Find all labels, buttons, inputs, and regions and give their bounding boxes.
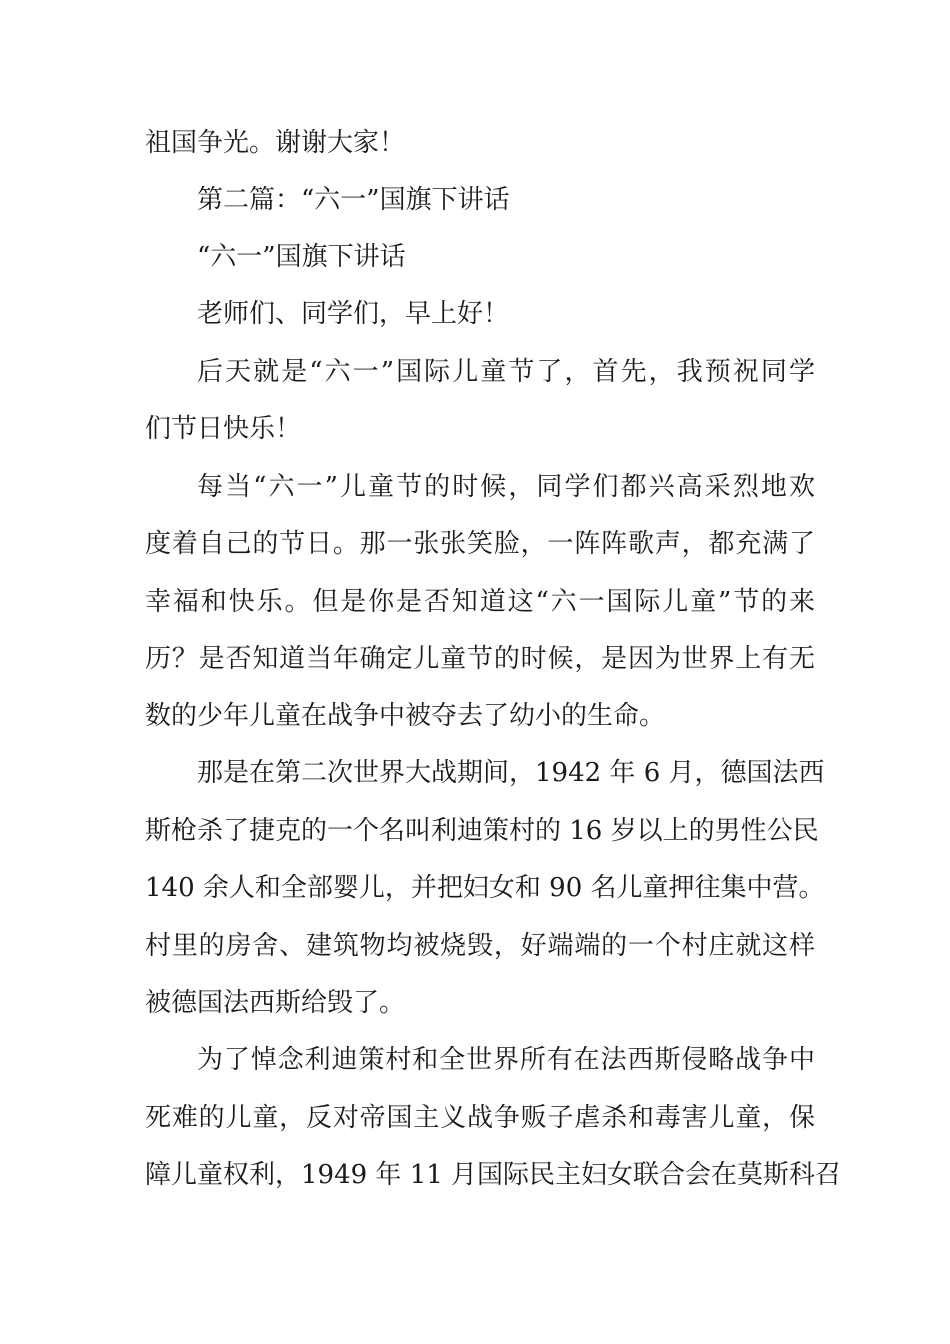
text-line: 障儿童权利，1949 年 11 月国际民主妇女联合会在莫斯科召 xyxy=(145,1160,842,1190)
text-line: 那是在第二次世界大战期间，1942 年 6 月，德国法西 xyxy=(197,758,825,788)
text-line: 村里的房舍、建筑物均被烧毁，好端端的一个村庄就这样 xyxy=(145,931,815,961)
text-line: 为了悼念利迪策村和全世界所有在法西斯侵略战争中 xyxy=(197,1045,815,1075)
text-line: 每当“六一”儿童节的时候，同学们都兴高采烈地欢 xyxy=(197,472,815,502)
text-line: 140 余人和全部婴儿，并把妇女和 90 名儿童押往集中营。 xyxy=(145,873,825,903)
text-line: 后天就是“六一”国际儿童节了，首先，我预祝同学 xyxy=(197,357,815,387)
speech-title: “六一”国旗下讲话 xyxy=(197,242,406,272)
text-line: 们节日快乐！ xyxy=(145,414,302,444)
text-line: 度着自己的节日。那一张张笑脸，一阵阵歌声，都充满了 xyxy=(145,529,815,559)
text-line: 死难的儿童，反对帝国主义战争贩子虐杀和毒害儿童，保 xyxy=(145,1103,815,1133)
text-line: 祖国争光。谢谢大家！ xyxy=(145,128,406,158)
greeting-line: 老师们、同学们，早上好！ xyxy=(197,299,510,329)
text-line: 幸福和快乐。但是你是否知道这“六一国际儿童”节的来 xyxy=(145,587,815,617)
text-line: 历？是否知道当年确定儿童节的时候，是因为世界上有无 xyxy=(145,644,815,674)
text-line: 斯枪杀了捷克的一个名叫利迪策村的 16 岁以上的男性公民 xyxy=(145,816,819,846)
text-line: 数的少年儿童在战争中被夺去了幼小的生命。 xyxy=(145,701,666,731)
section-heading: 第二篇：“六一”国旗下讲话 xyxy=(197,185,510,215)
text-line: 被德国法西斯给毁了。 xyxy=(145,988,406,1018)
